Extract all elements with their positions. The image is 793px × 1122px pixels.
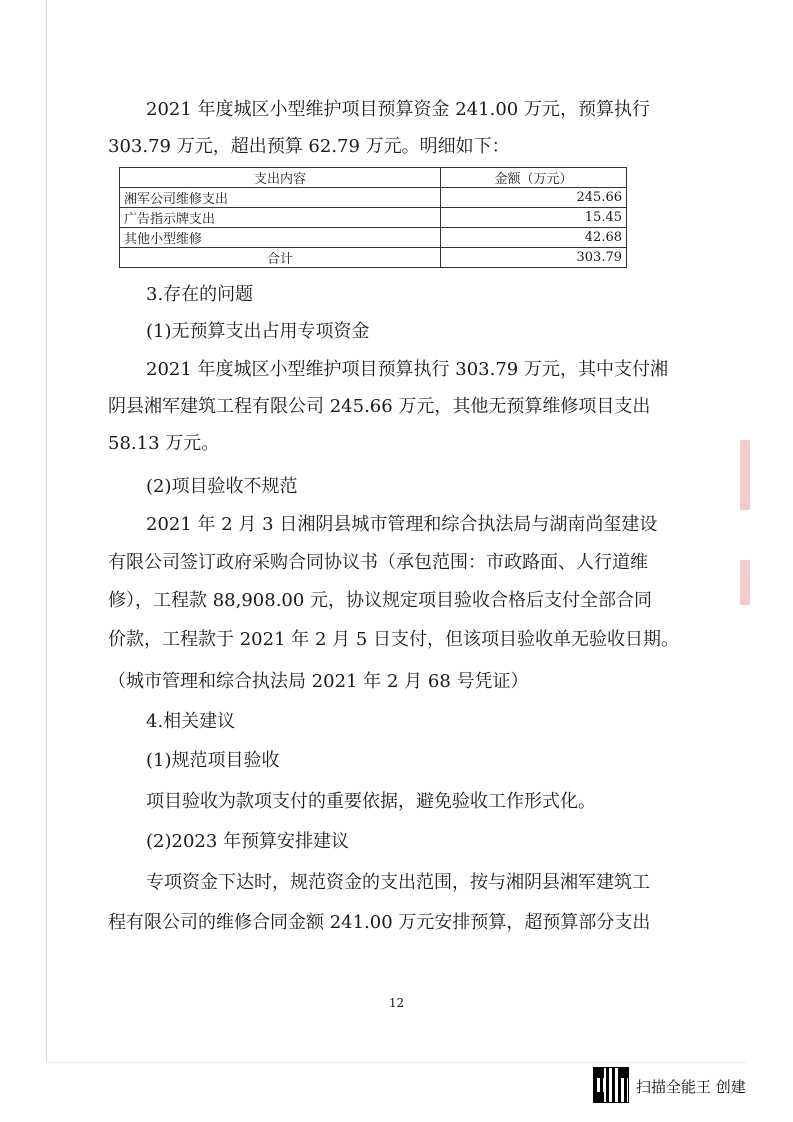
table-cell-item: 其他小型维修 bbox=[120, 228, 441, 248]
table-header-content: 支出内容 bbox=[120, 168, 441, 188]
suggestion-1-line-1: 项目验收为款项支付的重要依据，避免验收工作形式化。 bbox=[146, 791, 596, 812]
suggestion-2-line-2: 程有限公司的维修合同金额 241.00 万元安排预算，超预算部分支出 bbox=[108, 912, 651, 933]
page-edge-bottom bbox=[46, 1062, 746, 1063]
issue-1-line-1: 2021 年度城区小型维护项目预算执行 303.79 万元，其中支付湘 bbox=[146, 359, 668, 380]
qr-code-icon bbox=[593, 1067, 629, 1103]
issue-2-heading: (2)项目验收不规范 bbox=[146, 476, 298, 497]
expense-detail-table bbox=[119, 167, 627, 268]
issue-1-line-2: 阴县湘军建筑工程有限公司 245.66 万元，其他无预算维修项目支出 bbox=[108, 396, 651, 417]
issue-1-heading: (1)无预算支出占用专项资金 bbox=[146, 321, 370, 342]
table-row bbox=[120, 208, 627, 228]
table-total-label: 合计 bbox=[120, 248, 441, 268]
table-row bbox=[120, 228, 627, 248]
issue-2-line-1: 2021 年 2 月 3 日湘阴县城市管理和综合执法局与湖南尚玺建设 bbox=[146, 514, 658, 535]
page-number: 12 bbox=[388, 996, 405, 1010]
table-header-row bbox=[120, 168, 627, 188]
issue-1-line-3: 58.13 万元。 bbox=[108, 433, 220, 454]
scanner-brand-label: 扫描全能王 创建 bbox=[636, 1078, 746, 1096]
table-row bbox=[120, 188, 627, 208]
intro-line-1: 2021 年度城区小型维护项目预算资金 241.00 万元，预算执行 bbox=[146, 99, 650, 120]
issue-2-line-2: 有限公司签订政府采购合同协议书（承包范围：市政路面、人行道维 bbox=[108, 552, 648, 573]
table-total-amount: 303.79 bbox=[441, 248, 627, 268]
intro-line-2: 303.79 万元，超出预算 62.79 万元。明细如下： bbox=[108, 136, 510, 157]
table-total-row bbox=[120, 248, 627, 268]
issue-2-line-4: 价款，工程款于 2021 年 2 月 5 日支付，但该项目验收单无验收日期。 bbox=[108, 629, 680, 650]
issue-2-line-5: （城市管理和综合执法局 2021 年 2 月 68 号凭证） bbox=[108, 671, 529, 692]
table-header-amount: 金额（万元） bbox=[441, 168, 627, 188]
table-cell-amount: 42.68 bbox=[441, 228, 627, 248]
suggestion-2-line-1: 专项资金下达时，规范资金的支出范围，按与湘阴县湘军建筑工 bbox=[146, 872, 650, 893]
table-cell-amount: 245.66 bbox=[441, 188, 627, 208]
suggestion-2-heading: (2)2023 年预算安排建议 bbox=[146, 831, 350, 852]
issue-2-line-3: 修），工程款 88,908.00 元，协议规定项目验收合格后支付全部合同 bbox=[108, 590, 653, 611]
seal-mark-lower bbox=[740, 560, 750, 605]
section-4-heading: 4.相关建议 bbox=[146, 711, 236, 732]
table-cell-amount: 15.45 bbox=[441, 208, 627, 228]
table-cell-item: 湘军公司维修支出 bbox=[120, 188, 441, 208]
table-cell-item: 广告指示牌支出 bbox=[120, 208, 441, 228]
suggestion-1-heading: (1)规范项目验收 bbox=[146, 750, 280, 771]
section-3-heading: 3.存在的问题 bbox=[146, 284, 254, 305]
seal-mark-upper bbox=[740, 440, 750, 510]
page-edge bbox=[46, 0, 47, 1062]
